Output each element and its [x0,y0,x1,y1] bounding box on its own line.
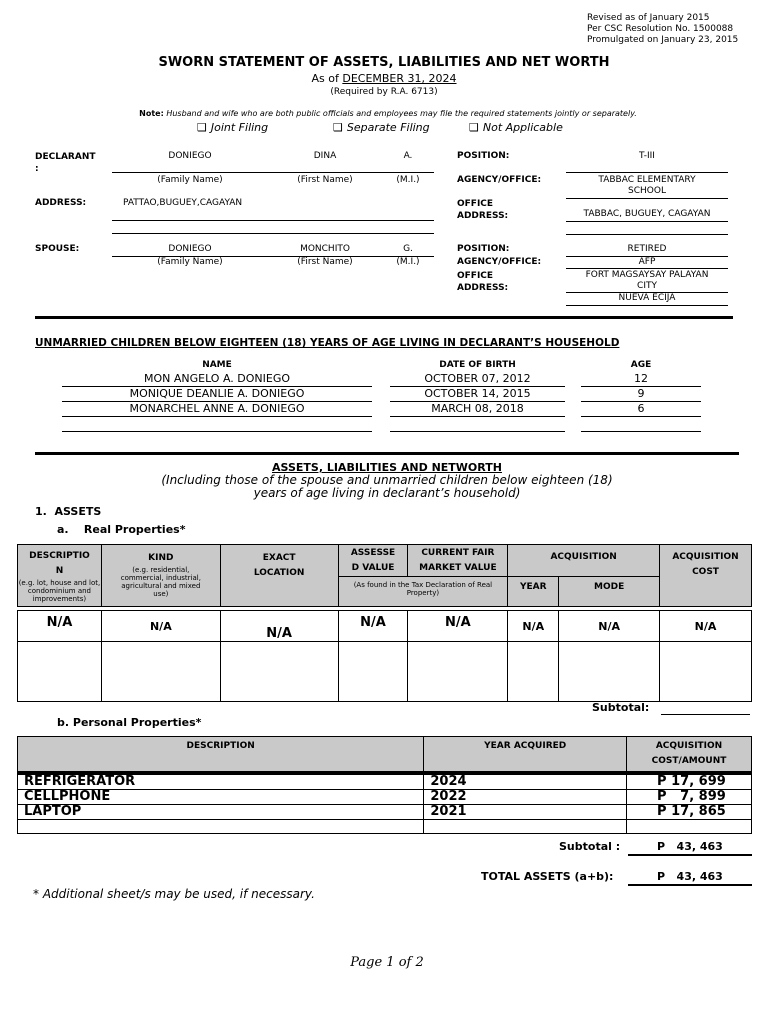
real-year-cell: N/A [508,611,559,642]
declarant-family-name: DONIEGO [168,151,212,161]
pp-year-cell: 2022 [424,790,627,805]
child-name: MON ANGELO A. DONIEGO [143,372,291,385]
child-name: MONARCHEL ANNE A. DONIEGO [129,402,305,415]
empty-cell [627,820,752,834]
assets-subheading: years of age living in declarant’s household) [253,486,521,500]
header-description [18,545,102,607]
empty-cell [424,820,627,834]
declarant-mi: A. [403,151,413,161]
child-dob: MARCH 08, 2018 [431,402,524,415]
col-dob: DATE OF BIRTH [439,360,516,370]
pp-description-cell: LAPTOP [18,805,424,820]
assets-heading: ASSETS, LIABILITIES AND NETWORTH [272,461,502,474]
header-text: COST [692,567,719,577]
section-divider [35,316,733,319]
personal-properties-label: b. Personal Properties* [57,716,202,729]
header-kind [101,545,220,607]
child-age: 6 [637,402,645,415]
empty-cell [220,642,338,702]
header-subtext: (e.g. lot, house and lot, condominium and improvements) [18,578,101,603]
pp-cost-cell: P 17, 699 [627,775,752,790]
spouse-office-address-label [457,270,508,294]
declarant-label-text: DECLARANT [35,152,96,162]
office-label-line: ADDRESS: [457,283,509,293]
header-text: D VALUE [351,562,395,573]
header-location [220,545,338,607]
spouse-position-label: POSITION: [457,244,510,254]
empty-cell [18,642,102,702]
section-divider [35,452,739,455]
child-dob: OCTOBER 14, 2015 [424,387,531,400]
real-description-cell: N/A [18,611,102,642]
declarant-agency [566,175,728,197]
header-pp-description: DESCRIPTION [18,737,424,773]
position-label: POSITION: [457,151,510,161]
header-fmv [408,545,508,577]
declarant-office-address: TABBAC, BUGUEY, CAGAYAN [583,209,711,219]
real-cost-cell: N/A [660,611,752,642]
header-mode: MODE [559,577,660,607]
spouse-family-name: DONIEGO [168,244,212,254]
col-age: AGE [630,360,652,370]
option-label: Separate Filing [346,121,430,134]
real-subtotal-label: Subtotal: [592,701,650,714]
personal-properties-table [17,736,752,834]
as-of-date: DECEMBER 31, 2024 [342,72,457,85]
note-text: Husband and wife who are both public officials and employees may file the required statements jointly or separately. [166,109,637,118]
option-label: Not Applicable [482,121,563,134]
real-kind-cell: N/A [101,611,220,642]
revision-note [587,13,738,46]
page-number: Page 1 of 2 [350,955,424,970]
total-assets-value: P 43, 463 [657,870,723,883]
header-text: N [55,565,64,576]
assets-subheading: (Including those of the spouse and unmarried children below eighteen (18) [161,473,613,487]
declarant-label-colon: : [35,164,39,174]
child-dob: OCTOBER 07, 2012 [424,372,531,385]
header-acquisition: ACQUISITION [508,545,660,577]
header-acquisition-cost [660,545,752,607]
revision-line: Revised as of January 2015 [587,13,710,23]
note-label: Note: [139,109,164,118]
child-name: MONIQUE DEANLIE A. DONIEGO [129,387,305,400]
revision-line: Promulgated on January 23, 2015 [587,35,739,45]
first-name-caption: (First Name) [297,175,353,185]
header-text: ACQUISITION [655,741,723,751]
declarant-position: T-III [639,151,655,161]
mi-caption: (M.I.) [396,257,420,267]
checkbox-icon[interactable] [333,121,347,134]
document-title: SWORN STATEMENT OF ASSETS, LIABILITIES AND NET WORTH [158,55,610,70]
pp-cost-cell: P 17, 865 [627,805,752,820]
checkbox-icon[interactable] [469,121,483,134]
header-assessed [338,545,408,577]
header-pp-cost [627,737,752,773]
checkbox-icon[interactable] [197,121,211,134]
real-assessed-cell: N/A [338,611,408,642]
real-subtotal-line [661,714,750,715]
header-text: ACQUISITION [672,552,739,562]
declarant-first-name: DINA [313,151,337,161]
pp-cost-cell: P 7, 899 [627,790,752,805]
header-value-note: (As found in the Tax Declaration of Real Property) [338,577,508,607]
real-properties-label: a. Real Properties* [57,523,186,536]
spouse-position: RETIRED [627,244,667,254]
spouse-office-address [566,270,728,292]
header-subtext: (e.g. residential, commercial, industrial, agricultural and mixed use) [120,566,201,598]
pp-subtotal-label: Subtotal : [559,840,621,853]
empty-cell [508,642,559,702]
office-label-line: OFFICE [457,271,494,281]
pp-year-cell: 2024 [424,775,627,790]
header-pp-year: YEAR ACQUIRED [424,737,627,773]
spouse-agency-label: AGENCY/OFFICE: [457,257,542,267]
empty-cell [338,642,408,702]
declarant-label [35,151,96,175]
empty-cell [408,642,508,702]
office-label-line: ADDRESS: [457,211,509,221]
agency-line: SCHOOL [628,186,666,196]
office-label-line: OFFICE [457,199,494,209]
office-address-label [457,198,508,222]
as-of-line [0,72,768,85]
child-age: 12 [634,372,648,385]
mi-caption: (M.I.) [396,175,420,185]
family-name-caption: (Family Name) [157,175,223,185]
agency-label: AGENCY/OFFICE: [457,175,542,185]
revision-line: Per CSC Resolution No. 1500088 [587,24,734,34]
spouse-label: SPOUSE: [35,244,80,254]
required-by: (Required by R.A. 6713) [330,87,438,97]
real-properties-table [17,544,752,702]
header-text: KIND [148,553,174,563]
empty-cell [660,642,752,702]
child-age: 9 [637,387,645,400]
spouse-office-address-line3: NUEVA ECIJA [618,293,676,303]
option-label: Joint Filing [210,121,269,134]
real-location-cell: N/A [220,611,338,642]
header-text: COST/AMOUNT [651,756,727,766]
as-of-label: As of [311,72,339,85]
agency-line: TABBAC ELEMENTARY [598,175,696,185]
real-mode-cell: N/A [559,611,660,642]
empty-cell [559,642,660,702]
pp-subtotal-value: P 43, 463 [657,840,723,853]
office-address-line: FORT MAGSAYSAY PALAYAN [585,270,709,280]
children-heading: UNMARRIED CHILDREN BELOW EIGHTEEN (18) YEARS OF AGE LIVING IN DECLARANT’S HOUSEHOLD [35,337,620,349]
separate-filing-option[interactable] [333,121,430,134]
header-text: ASSESSE [350,547,396,558]
spouse-mi: G. [403,244,413,254]
family-name-caption: (Family Name) [157,257,223,267]
header-year: YEAR [508,577,559,607]
spouse-agency: AFP [638,257,656,267]
spouse-first-name: MONCHITO [300,244,350,254]
header-text: LOCATION [253,568,305,578]
header-text: EXACT [262,553,296,563]
first-name-caption: (First Name) [297,257,353,267]
col-name: NAME [202,360,232,370]
empty-cell [18,820,424,834]
not-applicable-option[interactable] [469,121,563,134]
pp-description-cell: CELLPHONE [18,790,424,805]
header-text: DESCRIPTIO [29,550,90,561]
joint-filing-option[interactable] [197,121,268,134]
header-text: MARKET VALUE [419,562,497,573]
pp-description-cell: REFRIGERATOR [18,775,424,790]
note [0,109,768,118]
declarant-address: PATTAO,BUGUEY,CAGAYAN [123,198,243,208]
assets-label: 1. ASSETS [35,505,102,518]
header-text: CURRENT FAIR [421,547,495,558]
footnote: * Additional sheet/s may be used, if necessary. [33,887,315,901]
pp-year-cell: 2021 [424,805,627,820]
office-address-line: CITY [637,281,657,291]
total-assets-label: TOTAL ASSETS (a+b): [481,870,614,883]
real-fmv-cell: N/A [408,611,508,642]
address-label: ADDRESS: [35,198,87,208]
empty-cell [101,642,220,702]
